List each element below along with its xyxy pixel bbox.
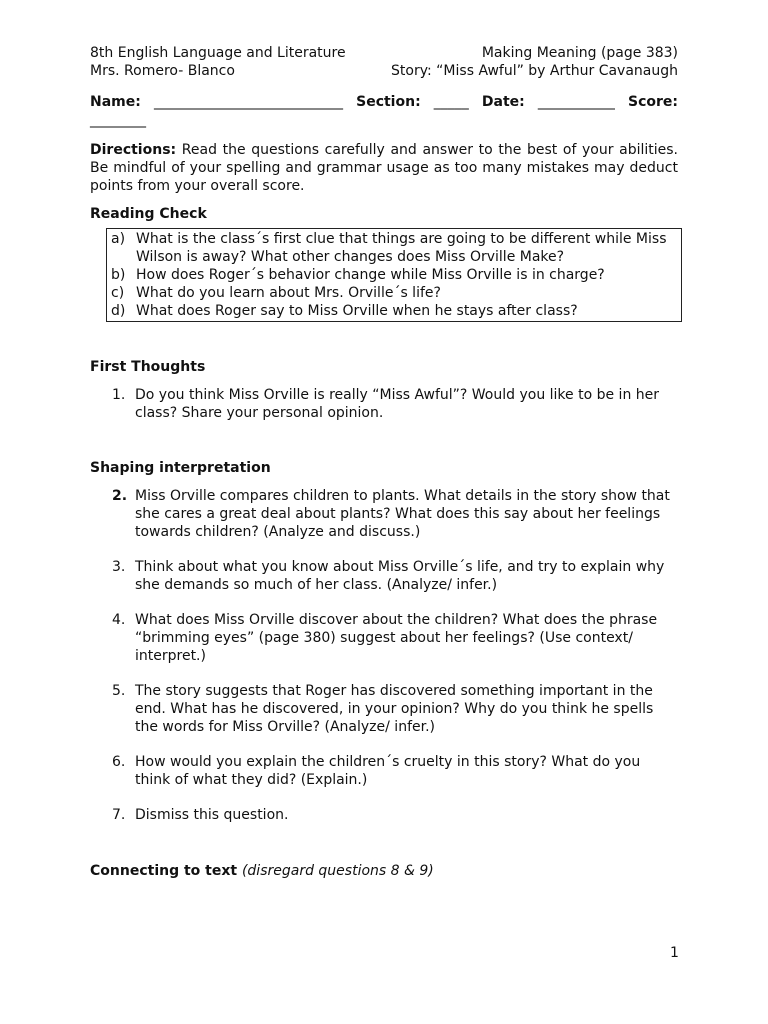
list-item xyxy=(111,266,677,284)
date-label: Date: xyxy=(481,94,525,110)
section-label: Section: xyxy=(356,94,421,110)
item-text: How does Roger´s behavior change while Miss Orville is in charge? xyxy=(136,267,605,283)
question-text: Dismiss this question. xyxy=(135,807,289,823)
connecting-to-text-heading xyxy=(90,862,678,880)
question-number: 3. xyxy=(112,559,126,575)
question-number: 1. xyxy=(112,387,126,403)
question-item xyxy=(90,386,678,422)
name-label: Name: xyxy=(90,94,141,110)
connecting-note: (disregard questions 8 & 9) xyxy=(241,863,434,879)
worksheet-page xyxy=(90,44,678,880)
header-left xyxy=(90,44,346,80)
question-item xyxy=(90,682,678,736)
score-blank: ________ xyxy=(90,112,146,128)
date-blank: ___________ xyxy=(537,94,615,110)
shaping-interpretation-title: Shaping interpretation xyxy=(90,460,271,476)
section-blank: _____ xyxy=(433,94,469,110)
question-text: Do you think Miss Orville is really “Miss Awful”? Would you like to be in her class? Share your personal opinion. xyxy=(135,387,660,421)
question-item xyxy=(90,558,678,594)
question-text: How would you explain the children´s cruelty in this story? What do you think of what they did? (Explain.) xyxy=(135,754,641,788)
item-label: c) xyxy=(111,285,125,301)
directions xyxy=(90,141,678,195)
course-title: 8th English Language and Literature xyxy=(90,45,346,61)
directions-text: Read the questions carefully and answer to the best of your abilities. Be mindful of your spelling and grammar usage as too many mistakes may deduct points from your overall score. xyxy=(90,142,678,194)
item-label: d) xyxy=(111,303,126,319)
question-number: 6. xyxy=(112,754,126,770)
first-thoughts-title: First Thoughts xyxy=(90,359,206,375)
header-right xyxy=(391,44,678,80)
teacher-name: Mrs. Romero- Blanco xyxy=(90,63,235,79)
list-item xyxy=(111,302,677,320)
story-title: Story: “Miss Awful” by Arthur Cavanaugh xyxy=(391,63,678,79)
reading-check-box xyxy=(106,228,682,322)
item-text: What does Roger say to Miss Orville when he stays after class? xyxy=(136,303,578,319)
question-text: What does Miss Orville discover about the children? What does the phrase “brimming eyes” (page 380) suggest about her feelings? (Use context/ interpret.) xyxy=(135,612,658,664)
question-item xyxy=(90,806,678,824)
question-number: 2. xyxy=(112,488,128,504)
student-info-line xyxy=(90,93,678,129)
question-text: Think about what you know about Miss Orville´s life, and try to explain why she demands so much of her class. (Analyze/ infer.) xyxy=(135,559,665,593)
score-label: Score: xyxy=(628,94,679,110)
question-number: 5. xyxy=(112,683,126,699)
question-item xyxy=(90,487,678,541)
question-number: 4. xyxy=(112,612,126,628)
item-text: What do you learn about Mrs. Orville´s life? xyxy=(136,285,441,301)
name-blank: ___________________________ xyxy=(153,94,343,110)
connecting-title: Connecting to text xyxy=(90,863,238,879)
list-item xyxy=(111,230,677,266)
page-number: 1 xyxy=(670,945,679,961)
list-item xyxy=(111,284,677,302)
question-item xyxy=(90,611,678,665)
question-number: 7. xyxy=(112,807,126,823)
item-label: b) xyxy=(111,267,126,283)
directions-label: Directions: xyxy=(90,142,177,158)
question-text: Miss Orville compares children to plants. What details in the story show that she cares a great deal about plants? What does this say about her feelings towards children? (Analyze and discuss.) xyxy=(135,488,670,540)
reading-check-title: Reading Check xyxy=(90,206,207,222)
item-text: What is the class´s first clue that things are going to be different while Miss Wilson is away? What other changes does Miss Orville Make? xyxy=(136,231,667,265)
question-item xyxy=(90,753,678,789)
item-label: a) xyxy=(111,231,126,247)
header xyxy=(90,44,678,80)
question-text: The story suggests that Roger has discovered something important in the end. What has he discovered, in your opinion? Why do you think he spells the words for Miss Orville? (Analyze/ infer.) xyxy=(135,683,654,735)
section-reference: Making Meaning (page 383) xyxy=(481,45,678,61)
